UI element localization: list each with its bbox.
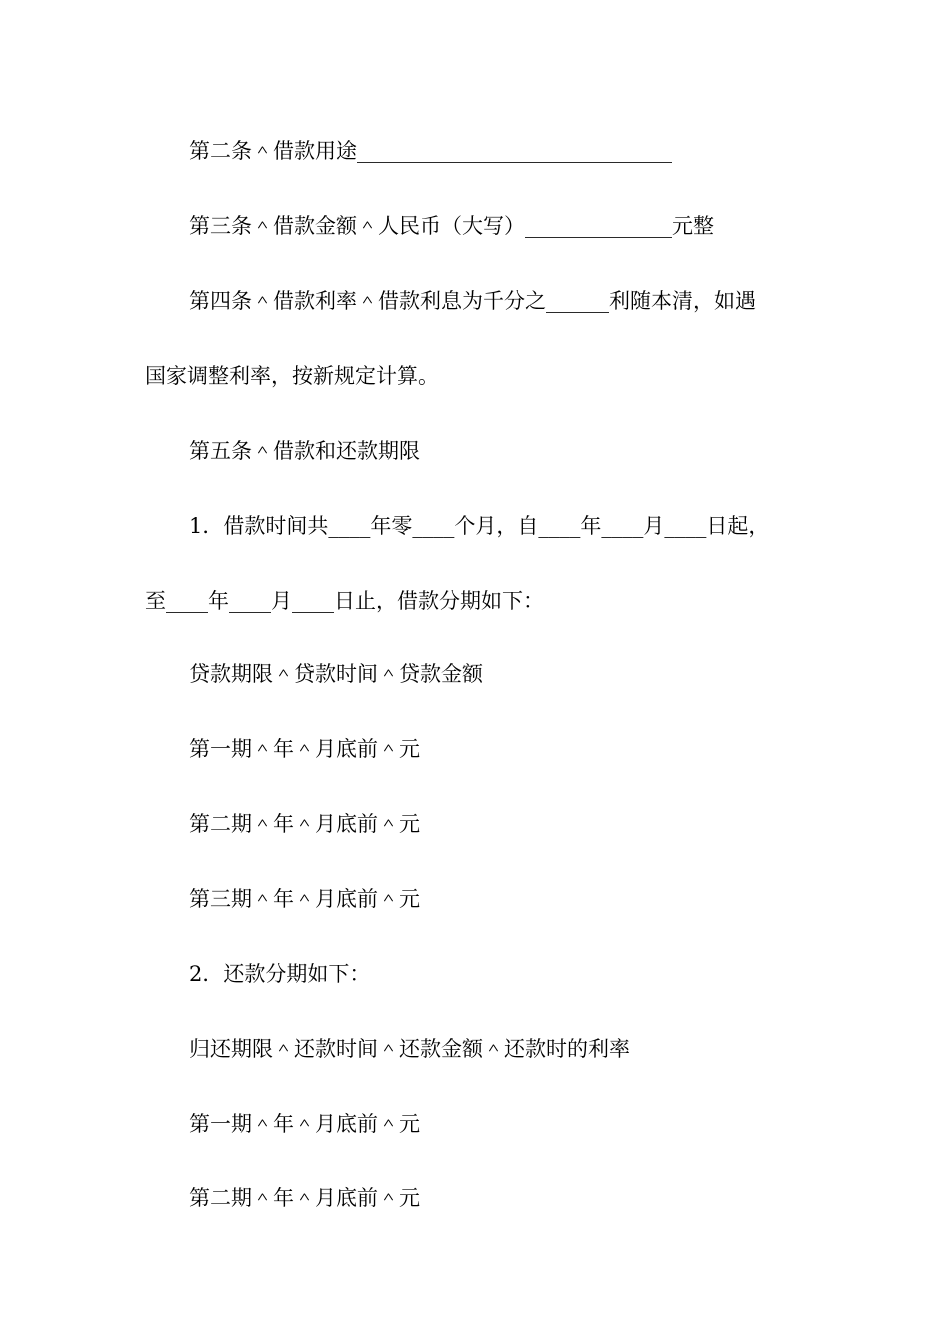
clause-4-continuation: 国家调整利率，按新规定计算。 <box>145 364 439 388</box>
repayment-schedule-row-1: 第一期＾年＾月底前＾元 <box>189 1112 420 1136</box>
clause-5-item-1: 1．借款时间共____年零____个月，自____年____月____日起， <box>189 514 770 538</box>
clause-5-heading: 第五条＾借款和还款期限 <box>189 439 420 463</box>
clause-4-interest-rate: 第四条＾借款利率＾借款利息为千分之______利随本清，如遇 <box>189 289 756 313</box>
clause-5-item-2: 2．还款分期如下： <box>189 962 371 986</box>
clause-5-item-1-continuation: 至____年____月____日止，借款分期如下： <box>145 589 544 613</box>
loan-schedule-header: 贷款期限＾贷款时间＾贷款金额 <box>189 662 483 686</box>
loan-schedule-row-1: 第一期＾年＾月底前＾元 <box>189 737 420 761</box>
loan-schedule-row-3: 第三期＾年＾月底前＾元 <box>189 887 420 911</box>
repayment-schedule-header: 归还期限＾还款时间＾还款金额＾还款时的利率 <box>189 1037 630 1061</box>
repayment-schedule-row-2: 第二期＾年＾月底前＾元 <box>189 1186 420 1210</box>
clause-2-loan-purpose: 第二条＾借款用途______________________________ <box>189 139 672 163</box>
clause-3-loan-amount: 第三条＾借款金额＾人民币（大写）______________元整 <box>189 214 714 238</box>
loan-schedule-row-2: 第二期＾年＾月底前＾元 <box>189 812 420 836</box>
